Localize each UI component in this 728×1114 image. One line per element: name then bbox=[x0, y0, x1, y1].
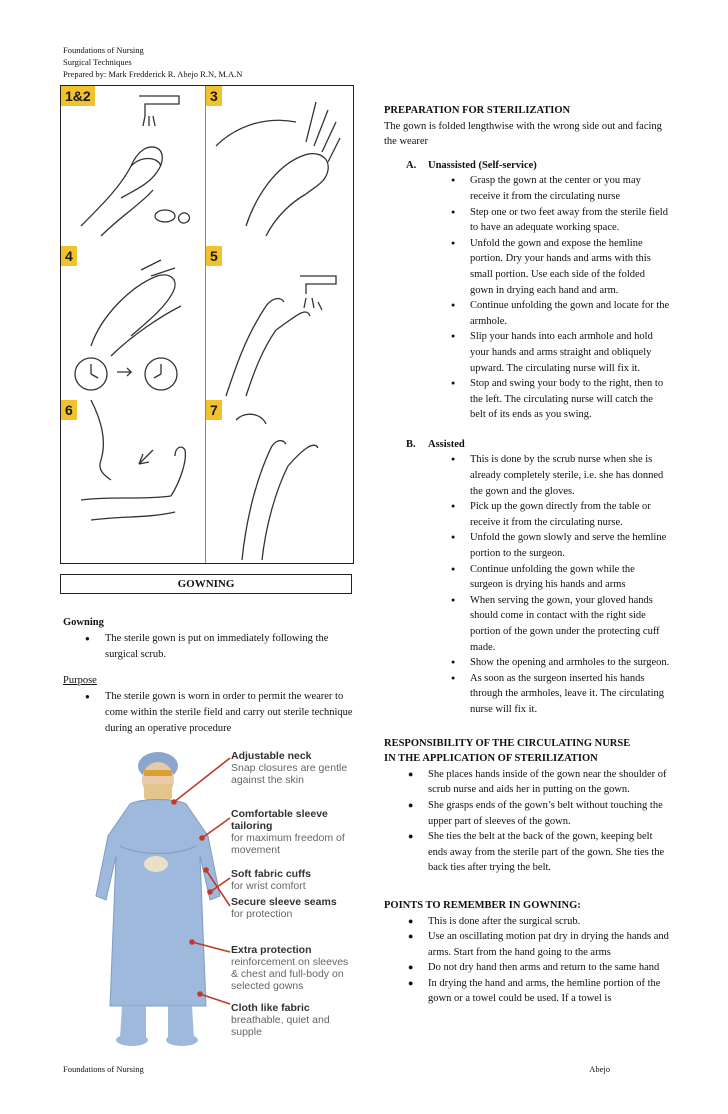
assisted-section bbox=[406, 437, 674, 718]
step-panel-4 bbox=[61, 246, 205, 398]
hands-raised-drawing bbox=[206, 400, 353, 563]
step-label: 3 bbox=[206, 86, 222, 106]
header-author: Prepared by: Mark Fredderick R. Abejo R.N, M.A.N bbox=[63, 69, 243, 79]
step-label: 4 bbox=[61, 246, 77, 266]
rinsing-arm-drawing bbox=[206, 246, 353, 398]
unassisted-heading: Unassisted (Self-service) bbox=[428, 159, 537, 171]
list-item: ● She places hands inside of the gown near the shoulder of scrub nurse and aids her in putting on the gown. bbox=[384, 767, 674, 798]
points-heading: POINTS TO REMEMBER IN GOWNING: bbox=[384, 899, 581, 911]
callout-extra-protection: Extra protection reinforcement on sleeves & chest and full-body on selected gowns bbox=[231, 944, 349, 992]
hands-up-drawing bbox=[61, 400, 205, 563]
footer-course: Foundations of Nursing bbox=[63, 1064, 144, 1074]
handwashing-steps-figure bbox=[60, 85, 354, 564]
step-panel-6 bbox=[61, 400, 205, 563]
header-course: Foundations of Nursing bbox=[63, 45, 144, 55]
footer-author: Abejo bbox=[589, 1064, 610, 1074]
section-letter: A. bbox=[406, 159, 417, 171]
responsibility-list bbox=[384, 767, 674, 876]
assisted-list bbox=[406, 452, 674, 717]
gowning-list bbox=[63, 631, 353, 663]
list-item: ● This is done by the scrub nurse when she is already completely sterile, i.e. she has donned the gown and the gloves. bbox=[406, 452, 674, 499]
list-item: ● She grasps ends of the gown’s belt without touching the upper part of sleeves of the gown. bbox=[384, 798, 674, 829]
step-label: 1&2 bbox=[61, 86, 95, 106]
step-panel-7 bbox=[206, 400, 353, 563]
list-item: ● As soon as the surgeon inserted his hands through the armholes, leave it. The circulating nurse will fix it. bbox=[406, 671, 674, 718]
points-section bbox=[384, 898, 674, 1007]
purpose-heading: Purpose bbox=[63, 675, 97, 686]
cleaning-nails-drawing bbox=[206, 86, 353, 244]
responsibility-heading-line2: IN THE APPLICATION OF STERILIZATION bbox=[384, 753, 598, 765]
step-label: 7 bbox=[206, 400, 222, 420]
list-item: ● Slip your hands into each armhole and hold your hands and arms straight and obliquely upward. The circulating nurse will fix it. bbox=[406, 329, 674, 376]
gowning-intro bbox=[63, 615, 353, 737]
list-item: ● Stop and swing your body to the right, then to the left. The circulating nurse will catch the belt of its ends as you swing. bbox=[406, 376, 674, 423]
step-panel-3 bbox=[206, 86, 353, 244]
page-footer bbox=[63, 1064, 610, 1074]
gowning-section-title: GOWNING bbox=[60, 574, 352, 594]
preparation-heading: PREPARATION FOR STERILIZATION bbox=[384, 105, 571, 116]
callout-sleeve-tailoring: Comfortable sleeve tailoring for maximum freedom of movement bbox=[231, 808, 345, 856]
list-item: ● She ties the belt at the back of the gown, keeping belt ends away from the sterile part of the gown. She ties the back ties after trying the belt. bbox=[384, 829, 674, 876]
page-header bbox=[63, 44, 242, 80]
scrubbing-hands-drawing bbox=[61, 246, 205, 398]
list-item: ● Unfold the gown slowly and serve the hemline portion to the surgeon. bbox=[406, 530, 674, 561]
list-item: ● Use an oscillating motion pat dry in drying the hands and arms. Start from the hand going to the arms bbox=[384, 929, 674, 960]
list-item: ● Show the opening and armholes to the surgeon. bbox=[406, 655, 674, 671]
washing-hands-drawing bbox=[61, 86, 205, 244]
assisted-heading: Assisted bbox=[428, 438, 465, 450]
gowning-heading: Gowning bbox=[63, 617, 104, 628]
list-item: ● In drying the hand and arms, the hemline portion of the gown or a towel could be used. If a towel is bbox=[384, 976, 674, 1007]
list-item: ● The sterile gown is put on immediately following the surgical scrub. bbox=[63, 631, 353, 663]
step-label: 5 bbox=[206, 246, 222, 266]
responsibility-heading-line1: RESPONSIBILITY OF THE CIRCULATING NURSE bbox=[384, 737, 631, 749]
list-item: ● Step one or two feet away from the sterile field to have an adequate working space. bbox=[406, 205, 674, 236]
list-item: ● The sterile gown is worn in order to permit the wearer to come within the sterile field and carry out sterile technique during an operative procedure bbox=[63, 689, 353, 737]
header-topic: Surgical Techniques bbox=[63, 57, 132, 67]
list-item: ● When serving the gown, your gloved hands should come in contact with the right side portion of the gown under the protecting cuff made. bbox=[406, 593, 674, 655]
list-item: ● Unfold the gown and expose the hemline portion. Dry your hands and arms with this small portion. Use each side of the folded gown in drying each hand and arm. bbox=[406, 236, 674, 298]
callout-sleeve-seams: Secure sleeve seams for protection bbox=[231, 896, 337, 920]
callout-cloth-fabric: Cloth like fabric breathable, quiet and supple bbox=[231, 1002, 330, 1038]
step-panel-1-2 bbox=[61, 86, 205, 244]
callout-fabric-cuffs: Soft fabric cuffs for wrist comfort bbox=[231, 868, 311, 892]
purpose-list bbox=[63, 689, 353, 737]
list-item: ● This is done after the surgical scrub. bbox=[384, 914, 674, 930]
list-item: ● Do not dry hand then arms and return to the same hand bbox=[384, 960, 674, 976]
list-item: ● Continue unfolding the gown while the surgeon is drying his hands and arms bbox=[406, 562, 674, 593]
preparation-text: The gown is folded lengthwise with the wrong side out and facing the wearer bbox=[384, 120, 662, 148]
points-list bbox=[384, 914, 674, 1008]
surgical-gown-photo bbox=[60, 746, 352, 1052]
list-item: ● Grasp the gown at the center or you may receive it from the circulating nurse bbox=[406, 173, 674, 204]
unassisted-list bbox=[406, 173, 674, 423]
callout-adjustable-neck: Adjustable neck Snap closures are gentle against the skin bbox=[231, 750, 348, 786]
unassisted-section bbox=[406, 158, 674, 423]
step-panel-5 bbox=[206, 246, 353, 398]
responsibility-section bbox=[384, 736, 674, 876]
step-label: 6 bbox=[61, 400, 77, 420]
section-letter: B. bbox=[406, 438, 416, 450]
list-item: ● Continue unfolding the gown and locate for the armhole. bbox=[406, 298, 674, 329]
list-item: ● Pick up the gown directly from the table or receive it from the circulating nurse. bbox=[406, 499, 674, 530]
right-column bbox=[384, 103, 674, 1007]
